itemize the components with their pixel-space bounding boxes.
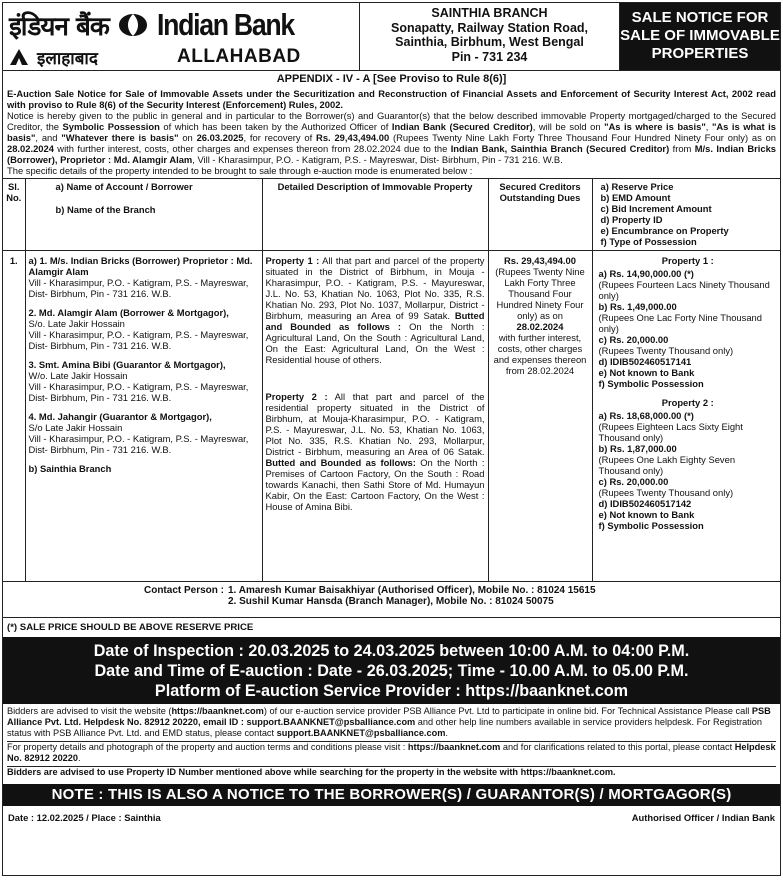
bidders-paragraph bbox=[7, 767, 776, 778]
notice-text: , and bbox=[35, 132, 62, 143]
account-address: Vill - Kharasimpur, P.O. - Katigram, P.S. - Mayreswar, Dist- Birbhum, Pin - 731 216. W.B. bbox=[28, 433, 249, 455]
encumbrance: e) Not known to Bank bbox=[598, 367, 695, 378]
contact-person bbox=[3, 581, 780, 617]
emd-amount-words: (Rupees One Lac Forty Nine Thousand only) bbox=[598, 312, 762, 334]
reserve-property-2 bbox=[599, 397, 778, 531]
intro-paragraph bbox=[3, 88, 780, 110]
bid-increment: c) Rs. 20,000.00 bbox=[598, 476, 669, 487]
notice-text: with further interest, costs, other charges and expenses thereon from 28.02.2024 due to the bbox=[53, 143, 451, 154]
header-reserve-item: e) Encumbrance on Property bbox=[600, 225, 729, 236]
account-relation: W/o. Late Jakir Hossain bbox=[28, 370, 128, 381]
inspection-date: Date of Inspection : 20.03.2025 to 24.03.2025 between 10:00 A.M. to 04:00 P.M. bbox=[93, 641, 690, 660]
notice-bold: Symbolic Possession bbox=[62, 121, 160, 132]
bank-name-english: Indian Bank bbox=[156, 7, 294, 42]
sale-price-note: (*) SALE PRICE SHOULD BE ABOVE RESERVE PRICE bbox=[3, 617, 780, 637]
sale-notice-line: SALE NOTICE FOR bbox=[631, 9, 769, 26]
property-text: On the North : Premises of Cartoon Factory, On the South : Road towards Kanachi, then Sathi Store of Md. Humayun Kabir, On the East: Cartoon Factory, On the West : House of Amina Bibi. bbox=[265, 457, 485, 512]
borrower-notice-band: NOTE : THIS IS ALSO A NOTICE TO THE BORROWER(S) / GUARANTOR(S) / MORTGAGOR(S) bbox=[3, 784, 780, 806]
account-item bbox=[29, 411, 259, 455]
header-account bbox=[25, 179, 262, 251]
reserve-heading: Property 1 : bbox=[661, 255, 714, 266]
notice-paragraph bbox=[3, 110, 780, 165]
property-text: On the North : Agricultural Land, On the South : Agricultural Land, On the East: Agricultural Land, On the West : Residential house of others. bbox=[265, 321, 485, 365]
bidders-info bbox=[3, 704, 780, 782]
allahabad-english: ALLAHABAD bbox=[177, 46, 301, 67]
possession-type: f) Symbolic Possession bbox=[598, 520, 704, 531]
header-account-name: a) Name of Account / Borrower bbox=[55, 181, 193, 192]
property-bounded: Butted and Bounded as follows : bbox=[265, 310, 485, 332]
property-text: All that part and parcel of the property situated in the District of Birbhum, in Mouja -Kharasimpur, P.O. - Katigram, P.S. - Mayureswar, J.L. No. 53, Khatian No. 1063, Plot No. 335, R.S. Khatian No. 293, Plot No. 1037, Mollarpur, District -Birbhum, measuring an Area of 99 Satak. bbox=[265, 255, 485, 321]
notice-text: , bbox=[705, 121, 712, 132]
bidders-text: . bbox=[78, 752, 81, 763]
allahabad-logo-icon bbox=[9, 48, 29, 66]
signatory: Authorised Officer / Indian Bank bbox=[631, 811, 775, 823]
auction-date-time: Date and Time of E-auction : Date - 26.03.2025; Time - 10.00 A.M. to 05.00 P.M. bbox=[94, 661, 689, 680]
reserve-heading: Property 2 : bbox=[661, 397, 714, 408]
notice-text: (Rupees Twenty Nine Lakh Forty Three Thousand Four Hundred Ninety Four only) as on bbox=[389, 132, 777, 143]
intro-text: E-Auction Sale Notice for Sale of Immovable Assets under the Securitization and Reconstruction of Financial Assets and Enforcement of Security Interest Act, 2002 read with proviso to Rule 8(6) of the Security Interest (Enforcement) Rules, 2002. bbox=[7, 88, 776, 110]
account-address: Vill - Kharasimpur, P.O. - Katigram, P.S. - Mayreswar, Dist- Birbhum, Pin - 731 216. W.B. bbox=[28, 329, 249, 351]
notice-text: , Vill - Kharasimpur, P.O. - Katigram, P.S. - Mayreswar, Dist- Birbhum, Pin - 731 216. W.B. bbox=[192, 154, 563, 165]
baanknet-link[interactable]: https://baanknet.com bbox=[407, 741, 501, 752]
notice-bold: M/s. Indian Bricks (Borrower), Proprietor : Md. Alamgir Alam bbox=[7, 143, 776, 165]
header-reserve-item: b) EMD Amount bbox=[600, 192, 671, 203]
account-title: 4. Md. Jahangir (Guarantor & Mortgagor), bbox=[28, 411, 212, 422]
allahabad-hindi: इलाहाबाद bbox=[37, 48, 98, 69]
account-address: Vill - Kharasimpur, P.O. - Katigram, P.S. - Mayreswar, Dist- Birbhum, Pin - 731 216. W.B. bbox=[28, 277, 249, 299]
auction-dates-band bbox=[3, 637, 780, 704]
secured-date: 28.02.2024 bbox=[516, 321, 564, 332]
notice-bold: "As is what is basis" bbox=[7, 121, 776, 143]
notice-text: on bbox=[178, 132, 197, 143]
account-address: Vill - Kharasimpur, P.O. - Katigram, P.S. - Mayreswar, Dist- Birbhum, Pin - 731 216. W.B. bbox=[28, 381, 249, 403]
header-reserve-item: c) Bid Increment Amount bbox=[600, 203, 712, 214]
account-relation: S/o Late Jakir Hossain bbox=[28, 422, 123, 433]
secured-dues-cell bbox=[488, 251, 592, 581]
header-secured-dues: Secured Creditors Outstanding Dues bbox=[488, 179, 592, 251]
bidders-text: and for clarifications related to this portal, please contact bbox=[500, 741, 735, 752]
header-sl-no: Sl. No. bbox=[3, 179, 25, 251]
sale-notice-title bbox=[620, 3, 780, 70]
emd-amount-words: (Rupees One Lakh Eighty Seven Thousand only) bbox=[598, 454, 736, 476]
sale-notice-line: SALE OF IMMOVABLE bbox=[620, 27, 780, 44]
notice-text: from bbox=[669, 143, 695, 154]
branch-address bbox=[360, 3, 620, 70]
account-title: a) 1. M/s. Indian Bricks (Borrower) Proprietor : Md. Alamgir Alam bbox=[28, 255, 253, 277]
support-email[interactable]: support.BAANKNET@psballiance.com bbox=[276, 727, 446, 738]
secured-rest: with further interest, costs, other charges and expenses thereon from 28.02.2024 bbox=[493, 332, 587, 376]
bid-increment-words: (Rupees Twenty Thousand only) bbox=[598, 345, 734, 356]
contact-line: 2. Sushil Kumar Hansda (Branch Manager), Mobile No. : 81024 50075 bbox=[228, 595, 554, 607]
auction-platform: Platform of E-auction Service Provider : https://baanknet.com bbox=[154, 681, 629, 700]
property-table bbox=[3, 178, 780, 581]
bidders-text: For property details and photograph of the property and auction terms and conditions please visit : bbox=[7, 741, 408, 752]
bid-increment: c) Rs. 20,000.00 bbox=[598, 334, 669, 345]
notice-bold: Rs. 29,43,494.00 bbox=[316, 132, 390, 143]
specific-details-line: The specific details of the property intended to be brought to sale through e-auction mode is enumerated below : bbox=[7, 165, 473, 176]
branch-address-line: Sainthia, Birbhum, West Bengal bbox=[395, 35, 584, 49]
header-reserve-item: d) Property ID bbox=[600, 214, 663, 225]
branch-pin: Pin - 731 234 bbox=[451, 49, 528, 64]
emd-amount: b) Rs. 1,87,000.00 bbox=[598, 443, 677, 454]
sale-notice-page bbox=[2, 2, 781, 876]
account-cell bbox=[25, 251, 262, 581]
notice-text: , for recovery of bbox=[243, 132, 317, 143]
account-relation: S/o. Late Jakir Hossain bbox=[28, 318, 125, 329]
property-id: d) IDIB502460517141 bbox=[598, 356, 692, 367]
encumbrance: e) Not known to Bank bbox=[598, 509, 695, 520]
contact-label: Contact Person : bbox=[143, 584, 224, 596]
notice-bold: 26.03.2025 bbox=[196, 132, 244, 143]
branch-name-cell: b) Sainthia Branch bbox=[28, 463, 112, 474]
header-property: Detailed Description of Immovable Property bbox=[262, 179, 488, 251]
property-id: d) IDIB502460517142 bbox=[598, 498, 692, 509]
notice-bold: Indian Bank, Sainthia Branch (Secured Creditor) bbox=[450, 143, 670, 154]
sale-notice-line: PROPERTIES bbox=[651, 45, 749, 62]
notice-text: , will be sold on bbox=[532, 121, 605, 132]
account-item bbox=[29, 359, 259, 403]
account-title: 2. Md. Alamgir Alam (Borrower & Mortgagor), bbox=[28, 307, 229, 318]
bidders-text: and other help line numbers available in service providers helpdesk. For Registration status with PSB Alliance Pvt. Ltd. and EMD status, please contact bbox=[7, 716, 762, 738]
account-item bbox=[29, 255, 259, 299]
reserve-property-1 bbox=[599, 255, 778, 389]
notice-text: Notice is hereby given to the public in general and in particular to the Borrower(s) and Guarantor(s) that the below described immovable Property mortgaged/charged to the Secured Creditor, the bbox=[7, 110, 776, 132]
indian-bank-emblem-icon bbox=[115, 10, 151, 40]
branch-address-line: Sonapatty, Railway Station Road, bbox=[390, 20, 589, 35]
bidders-text: ) of our e-auction service provider PSB Alliance Pvt. Ltd to participate in online bid. For Technical Assistance Please call bbox=[263, 705, 752, 716]
notice-text: of which has been taken by the Authorized Officer of bbox=[159, 121, 392, 132]
header bbox=[3, 3, 780, 71]
bank-name-hindi: इंडियन बैंक bbox=[9, 12, 109, 42]
bid-increment-words: (Rupees Twenty Thousand only) bbox=[598, 487, 734, 498]
possession-type: f) Symbolic Possession bbox=[598, 378, 704, 389]
branch-name: SAINTHIA BRANCH bbox=[431, 6, 548, 20]
emd-amount: b) Rs. 1,49,000.00 bbox=[598, 301, 677, 312]
bidders-paragraph bbox=[7, 742, 776, 764]
account-item bbox=[29, 307, 259, 351]
table-header-row bbox=[3, 179, 780, 251]
notice-bold: "As is where is basis" bbox=[604, 121, 706, 132]
reserve-price-words: (Rupees Fourteen Lacs Ninety Thousand only) bbox=[598, 279, 770, 301]
notice-bold: Indian Bank (Secured Creditor) bbox=[391, 121, 533, 132]
bank-logo bbox=[3, 3, 360, 70]
footer bbox=[3, 806, 780, 823]
notice-bold: 28.02.2024 bbox=[7, 143, 54, 154]
contact-line: 1. Amaresh Kumar Baisakhiyar (Authorised Officer), Mobile No. : 81024 15615 bbox=[228, 584, 596, 596]
header-reserve-item: a) Reserve Price bbox=[600, 181, 674, 192]
bidders-text: Bidders are advised to visit the website ( bbox=[7, 705, 172, 716]
baanknet-link[interactable]: https://baanknet.com bbox=[171, 705, 264, 716]
date-place: Date : 12.02.2025 / Place : Sainthia bbox=[8, 811, 161, 823]
secured-amount: Rs. 29,43,494.00 bbox=[504, 255, 576, 266]
header-reserve-item: f) Type of Possession bbox=[600, 236, 697, 247]
bidders-text: . bbox=[445, 727, 448, 738]
property-label: Property 1 : bbox=[265, 255, 320, 266]
property-cell bbox=[262, 251, 488, 581]
property-id-advice: Bidders are advised to use Property ID Number mentioned above while searching for the property in the website with https://baanknet.com. bbox=[7, 766, 616, 777]
property-text: All that part and parcel of the residential property situated in the District of Birbhum, at Mouja-Kharasimpur, P.O. - Katigram, P.S. - Mayureswar, J.L. No. 53, Khatian No. 1063, Plot No. 335, R.S. Khatian No. 293, Mollarpur, District - Birbhum, measuring an Area of 06 Satak. bbox=[265, 391, 485, 457]
reserve-cell bbox=[592, 251, 780, 581]
header-branch-name: b) Name of the Branch bbox=[55, 204, 156, 215]
appendix-title: APPENDIX - IV - A [See Proviso to Rule 8(6)] bbox=[276, 73, 507, 85]
header-reserve bbox=[592, 179, 780, 251]
notice-bold: "Whatever there is basis" bbox=[61, 132, 179, 143]
reserve-price: a) Rs. 14,90,000.00 (*) bbox=[598, 268, 694, 279]
helpdesk-number: Helpdesk No. 82912 20220 bbox=[7, 741, 776, 763]
reserve-price: a) Rs. 18,68,000.00 (*) bbox=[598, 410, 694, 421]
row-sl-no: 1. bbox=[3, 251, 25, 581]
reserve-price-words: (Rupees Eighteen Lacs Sixty Eight Thousand only) bbox=[598, 421, 743, 443]
property-label: Property 2 : bbox=[265, 391, 328, 402]
account-title: 3. Smt. Amina Bibi (Guarantor & Mortgagor), bbox=[28, 359, 226, 370]
property-bounded: Butted and Bounded as follows: bbox=[265, 457, 416, 468]
secured-amount-words: (Rupees Twenty Nine Lakh Forty Three Thousand Four Hundred Ninety Four only) as on bbox=[495, 266, 585, 321]
property-2-description bbox=[266, 391, 485, 512]
bidders-paragraph bbox=[7, 706, 776, 739]
helpdesk-info: PSB Alliance Pvt. Ltd. Helpdesk No. 82912 20220, email ID : support.BAANKNET@psballiance.com bbox=[7, 705, 771, 727]
property-1-description bbox=[266, 255, 485, 365]
table-row bbox=[3, 251, 780, 581]
